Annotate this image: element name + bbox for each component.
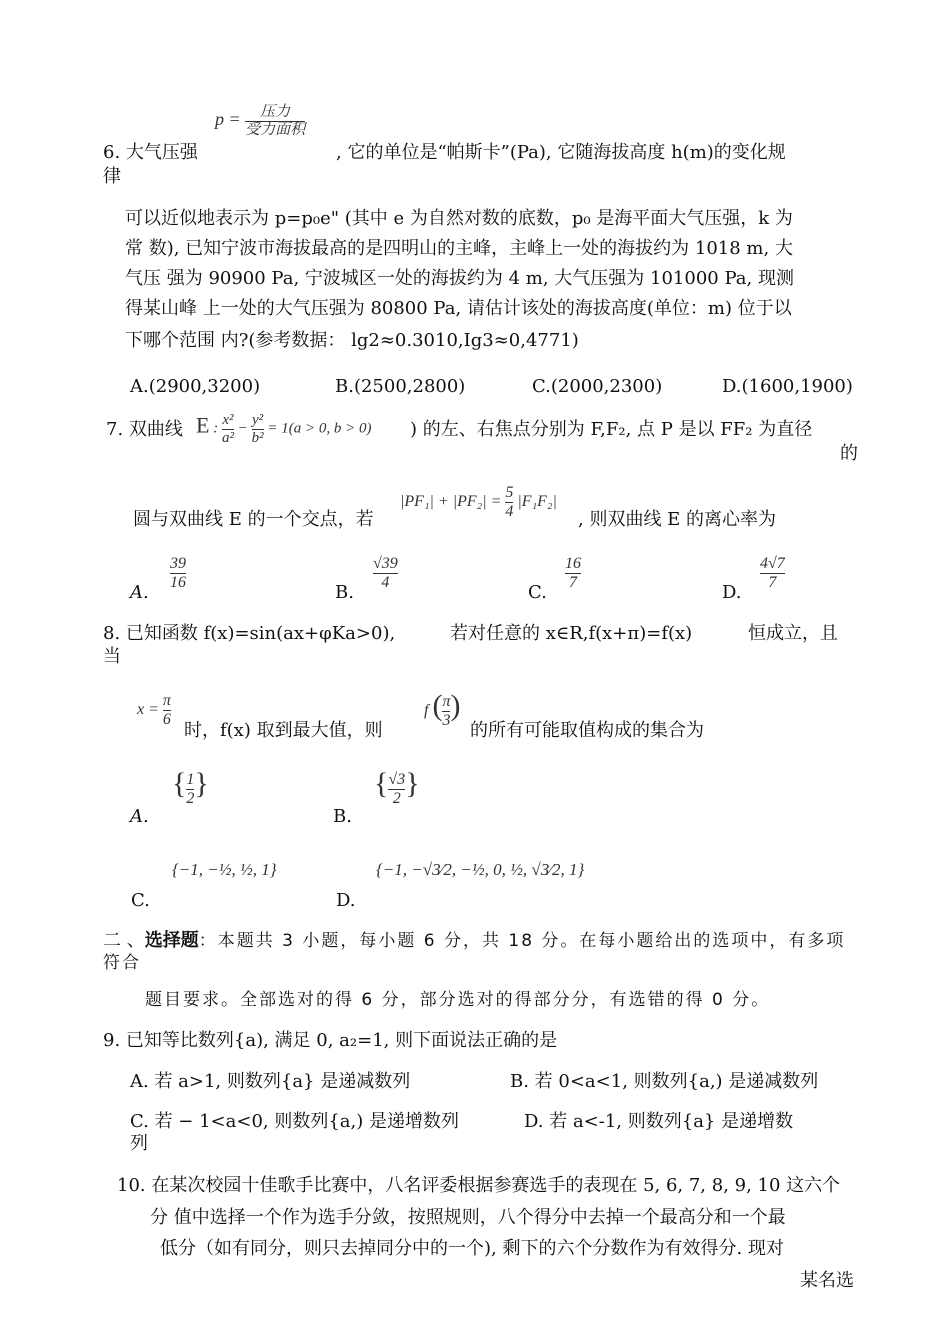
q6-option-d: D.(1600,1900) (722, 376, 853, 397)
eq-frac-y-den: b² (251, 429, 264, 446)
section2-line2: 题目要求。全部选对的得 6 分，部分选对的得部分分，有选错的得 0 分。 (145, 990, 771, 1010)
f-num: π (442, 693, 451, 711)
q7-option-c-value (565, 555, 581, 591)
q8-option-a-label: A. (130, 806, 149, 827)
q8-a-num: 1 (186, 771, 195, 789)
q6-line4: 气压 强为 90900 Pa, 宁波城区一处的海拔约为 4 m, 大气压强为 101000 Pa, 现测 (125, 268, 794, 289)
x-value-image (137, 692, 171, 728)
opt-d-den: 7 (768, 573, 777, 591)
pressure-formula-image (215, 104, 305, 138)
q7-line1-wrap: 的 (840, 443, 858, 464)
q7-line1: 7. 双曲线 (106, 419, 183, 440)
x-num: π (162, 692, 171, 709)
eq-frac-x-num: x² (222, 412, 234, 428)
q6-line5: 得某山峰 上一处的大气压强为 80800 Pa, 请估计该处的海拔高度(单位：m) 位于以 (125, 298, 792, 319)
formula-lhs: p = (215, 109, 241, 130)
q8-option-c-label: C. (131, 890, 150, 911)
focal-condition-image (400, 484, 557, 520)
q8-line1-cond: 若对任意的 x∈R,f(x+π)=f(x) (450, 623, 693, 644)
q9-option-b: B. 若 0<a<1, 则数列{a,) 是递减数列 (510, 1071, 819, 1092)
q8-option-b-label: B. (333, 806, 352, 827)
q9-stem: 9. 已知等比数列{a), 满足 0, a₂=1, 则下面说法正确的是 (103, 1030, 558, 1051)
eq-e: E (196, 412, 210, 438)
section2-instructions: ：本题共 3 小题，每小题 6 分，共 18 分。在每小题给出的选项中，有多项 (198, 931, 846, 951)
q7-option-a-value (170, 555, 186, 591)
q6-line3: 常 数), 已知宁波市海拔最高的是四明山的主峰，主峰上一处的海拔约为 1018 m, 大 (125, 238, 793, 259)
formula-denominator: 受力面积 (245, 121, 306, 138)
q8-option-c-value: {−1, −½, ½, 1} (172, 860, 277, 879)
f-den: 3 (442, 711, 451, 729)
q6-option-b: B.(2500,2800) (335, 376, 466, 397)
section2-header (103, 930, 845, 952)
q8-line1-end: 恒成立，且 (748, 623, 838, 644)
cond-rhs: |F₁F₂| (517, 492, 557, 510)
eq-frac-y-num: y² (252, 412, 264, 428)
q6-line1-cont: , 它的单位是“帕斯卡”(Pa), 它随海拔高度 h(m)的变化规 (336, 142, 786, 163)
q6-option-a: A.(2900,3200) (130, 376, 261, 397)
q7-option-c-label: C. (528, 582, 547, 603)
opt-d-num: 4√7 (760, 555, 785, 572)
x-lhs: x = (137, 700, 159, 718)
eq-rest: = 1(a > 0, b > 0) (267, 420, 372, 437)
section2-title: 选择题 (144, 930, 199, 951)
q10-line3: 低分（如有同分，则只去掉同分中的一个), 剩下的六个分数作为有效得分. 现对 (160, 1238, 784, 1259)
eq-frac-y (252, 412, 264, 446)
q8-option-d-label: D. (336, 890, 356, 911)
q7-line1-cont: ) 的左、右焦点分别为 F,F₂, 点 P 是以 FF₂ 为直径 (410, 419, 813, 440)
q8-option-b-value: { $\frac{√3}{2}$ } (374, 767, 420, 807)
formula-fraction (245, 104, 305, 138)
opt-a-den: 16 (170, 573, 186, 591)
opt-b-num: √39 (373, 555, 398, 572)
cond-den: 4 (505, 502, 514, 520)
q8-line2: 时，f(x) 取到最大值，则 (184, 720, 383, 741)
q8-line1: 8. 已知函数 f(x)=sin(ax+φKa>0), (103, 623, 396, 644)
q8-a-den: 2 (186, 789, 195, 807)
q6-line2: 可以近似地表示为 p=p₀e" (其中 e 为自然对数的底数，p₀ 是海平面大气压强，k 为 (125, 208, 793, 229)
eq-frac-x (222, 412, 234, 446)
q8-b-den: 2 (392, 789, 401, 807)
q7-line2-cont: , 则双曲线 E 的离心率为 (578, 509, 777, 530)
opt-c-num: 16 (565, 555, 581, 572)
q7-option-b-value (373, 555, 398, 591)
eq-colon: : (213, 420, 219, 437)
q10-line4: 某名选 (800, 1270, 854, 1291)
q6-line1: 6. 大气压强 (103, 142, 198, 163)
x-den: 6 (162, 710, 171, 728)
q7-option-a-label: A. (130, 582, 149, 603)
q9-option-c: C. 若 − 1<a<0, 则数列{a,) 是递增数列 (130, 1111, 459, 1132)
opt-a-num: 39 (170, 555, 186, 572)
q9-option-d: D. 若 a<-1, 则数列{a} 是递增数 (524, 1111, 794, 1132)
formula-numerator: 压力 (260, 104, 291, 120)
q8-line2-cont: 的所有可能取值构成的集合为 (470, 720, 704, 741)
q8-line1-wrap: 当 (103, 646, 121, 667)
f-value-image: f ( $\frac{\pi}{3}$ ) (424, 689, 461, 729)
q6-option-c: C.(2000,2300) (532, 376, 663, 397)
q9-option-a: A. 若 a>1, 则数列{a} 是递减数列 (130, 1071, 411, 1092)
f-symbol: f (424, 702, 429, 719)
q7-option-b-label: B. (335, 582, 354, 603)
cond-num: 5 (505, 484, 514, 501)
eq-frac-x-den: a² (221, 429, 234, 446)
cond-fraction (505, 484, 513, 520)
q8-b-num: √3 (388, 771, 406, 789)
q6-line1-wrap: 律 (103, 166, 121, 187)
q7-line2: 圆与双曲线 E 的一个交点，若 (133, 509, 374, 530)
q7-option-d-value (760, 555, 785, 591)
section2-header-wrap: 符合 (103, 953, 141, 973)
eq-minus: − (237, 420, 248, 437)
opt-c-den: 7 (569, 573, 577, 591)
section2-number: 二 、 (103, 930, 145, 951)
q8-option-d-value: {−1, −√3⁄2, −½, 0, ½, √3⁄2, 1} (376, 860, 585, 879)
q8-option-a-value: { $\frac{1}{2}$ } (172, 767, 209, 807)
cond-lhs: |PF₁| + |PF₂| = (400, 492, 502, 510)
opt-b-den: 4 (381, 573, 390, 591)
q6-line6: 下哪个范围 内?(参考数据： lg2≈0.3010,Ig3≈0,4771) (125, 330, 579, 351)
q10-line2: 分 值中选择一个作为选手分敛，按照规则，八个得分中去掉一个最高分和一个最 (150, 1207, 786, 1228)
q9-option-d-wrap: 列 (130, 1133, 148, 1154)
q7-option-d-label: D. (722, 582, 742, 603)
q10-line1: 10. 在某次校园十佳歌手比赛中，八名评委根据参赛选手的表现在 5, 6, 7, 8, 9, 10 这六个 (117, 1175, 841, 1196)
hyperbola-equation-image (196, 412, 371, 446)
